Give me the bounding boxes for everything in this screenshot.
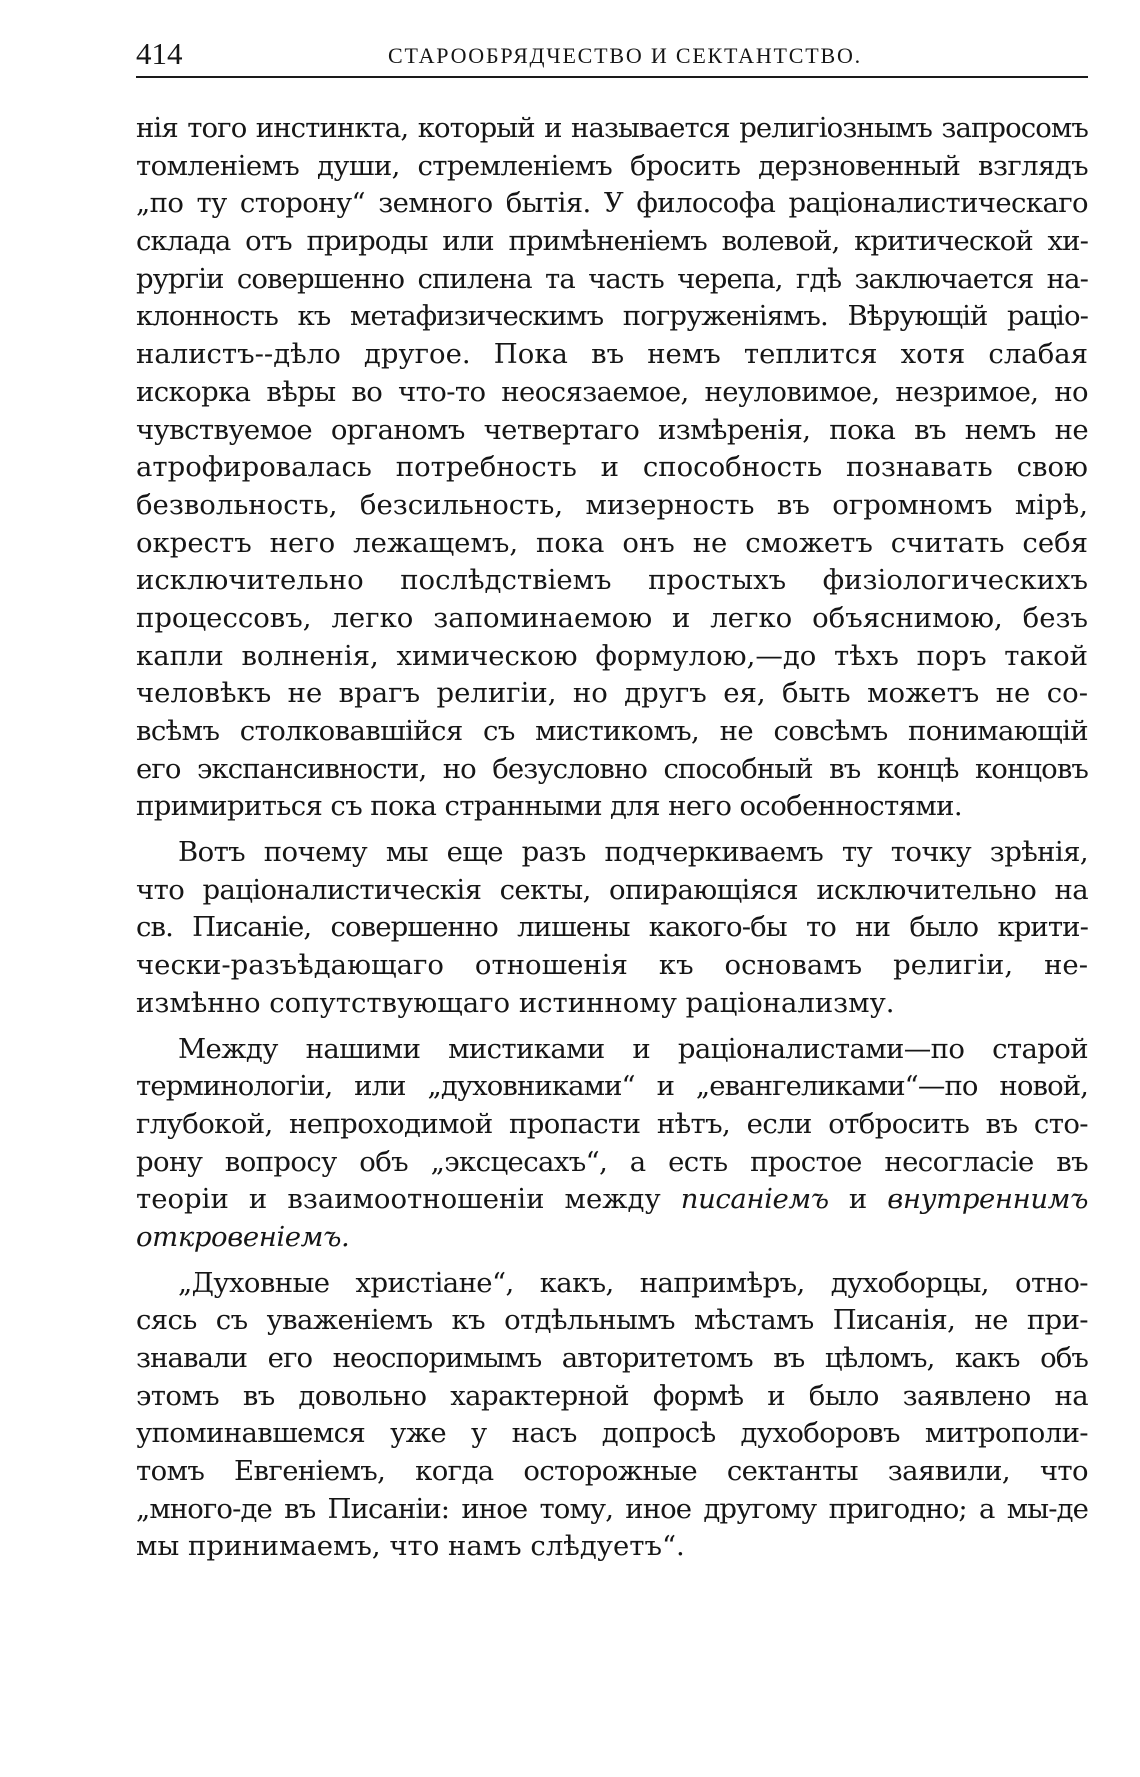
text-line: сясь съ уваженіемъ къ отдѣльнымъ мѣстамъ Писанія, не при- (136, 1304, 1088, 1337)
text-line: рургіи совершенно спилена та часть черепа, гдѣ заключается на- (136, 262, 1088, 295)
text-line: томленіемъ души, стремленіемъ бросить дерзновенный взглядъ (136, 149, 1088, 182)
text-run: теоріи и взаимоотношеніи между (136, 1183, 661, 1216)
text-line: томъ Евгеніемъ, когда осторожные сектанты заявили, что (136, 1455, 1088, 1488)
text-line: Между нашими мистиками и раціоналистами—по старой (178, 1032, 1088, 1065)
text-line: искорка вѣры во что-то неосязаемое, неуловимое, незримое, но (136, 375, 1088, 408)
text-line: терминологіи, или „духовниками“ и „евангеликами“—по новой, (136, 1070, 1088, 1103)
text-line: окрестъ него лежащемъ, пока онъ не сможетъ считать себя (136, 526, 1088, 559)
text-line: „Духовные христіане“, какъ, напримѣръ, духоборцы, отно- (178, 1266, 1088, 1299)
text-line: упоминавшемся уже у насъ допросѣ духоборовъ митрополи- (136, 1417, 1088, 1450)
paragraph-3 (136, 1031, 1088, 1257)
text-line: „много-де въ Писаніи: иное тому, иное другому пригодно; а мы-де (136, 1492, 1088, 1525)
text-line: измѣнно сопутствующаго истинному раціонализму. (136, 986, 895, 1019)
text-line: Вотъ почему мы еще разъ подчеркиваемъ ту точку зрѣнія, (178, 836, 1088, 869)
text-line: процессовъ, легко запоминаемою и легко объяснимою, безъ (136, 601, 1088, 634)
running-title: СТАРООБРЯДЧЕСТВО И СЕКТАНТСТВО. (388, 43, 862, 68)
text-run: и (848, 1183, 868, 1216)
paragraph-4 (136, 1265, 1088, 1567)
paragraph-gap (136, 826, 1088, 834)
text-line: человѣкъ не врагъ религіи, но другъ ея, быть можетъ не со- (136, 677, 1088, 710)
italic-term: внутреннимъ (887, 1183, 1088, 1216)
text-line (136, 1219, 1088, 1257)
text-line: „по ту сторону“ земного бытія. У философа раціоналистическаго (136, 187, 1088, 220)
text-line: примириться съ пока странными для него особенностями. (136, 790, 963, 823)
running-head (136, 34, 1088, 74)
paragraph-2 (136, 834, 1088, 1022)
text-line: атрофировалась потребность и способность познавать свою (136, 451, 1088, 484)
text-line: чески-разъѣдающаго отношенія къ основамъ религіи, не- (136, 949, 1088, 982)
text-line: знавали его неоспоримымъ авторитетомъ въ цѣломъ, какъ объ (136, 1342, 1088, 1374)
page-number: 414 (136, 36, 183, 71)
text-line: безвольность, безсильность, мизерность въ огромномъ мірѣ, (136, 488, 1088, 521)
text-line: склада отъ природы или примѣненіемъ волевой, критической хи- (136, 225, 1088, 258)
text-line: капли волненія, химическою формулою,—до тѣхъ поръ такой (136, 639, 1088, 672)
paragraph-gap (136, 1257, 1088, 1265)
text-line: что раціоналистическія секты, опирающіяся исключительно на (136, 873, 1088, 906)
body-text (136, 110, 1088, 1566)
text-line: его экспансивности, но безусловно способный въ концѣ концовъ (136, 752, 1088, 785)
text-line: мы принимаемъ, что намъ слѣдуетъ“. (136, 1530, 685, 1563)
italic-term: откровеніемъ. (136, 1220, 350, 1253)
text-line: этомъ въ довольно характерной формѣ и было заявлено на (136, 1379, 1088, 1412)
text-line: налистъ--дѣло другое. Пока въ немъ теплится хотя слабая (136, 338, 1088, 371)
paragraph-gap (136, 1023, 1088, 1031)
text-line: рону вопросу объ „эксцесахъ“, а есть простое несогласіе въ (136, 1145, 1088, 1178)
italic-term: писаніемъ (680, 1183, 829, 1216)
text-line: глубокой, непроходимой пропасти нѣтъ, если отбросить въ сто- (136, 1107, 1088, 1140)
text-line: всѣмъ столковавшійся съ мистикомъ, не совсѣмъ понимающій (136, 715, 1088, 747)
text-line: клонность къ метафизическимъ погруженіямъ. Вѣрующій раціо- (136, 300, 1088, 333)
text-line: нія того инстинкта, который и называется религіознымъ запросомъ (136, 112, 1088, 144)
text-line: св. Писаніе, совершенно лишены какого-бы то ни было крити- (136, 911, 1088, 944)
header-rule (136, 76, 1088, 78)
text-line-with-italics (136, 1181, 1088, 1219)
text-line: исключительно послѣдствіемъ простыхъ физіологическихъ (136, 564, 1088, 597)
paragraph-1 (136, 110, 1088, 826)
text-line: чувствуемое органомъ четвертаго измѣренія, пока въ немъ не (136, 413, 1088, 446)
